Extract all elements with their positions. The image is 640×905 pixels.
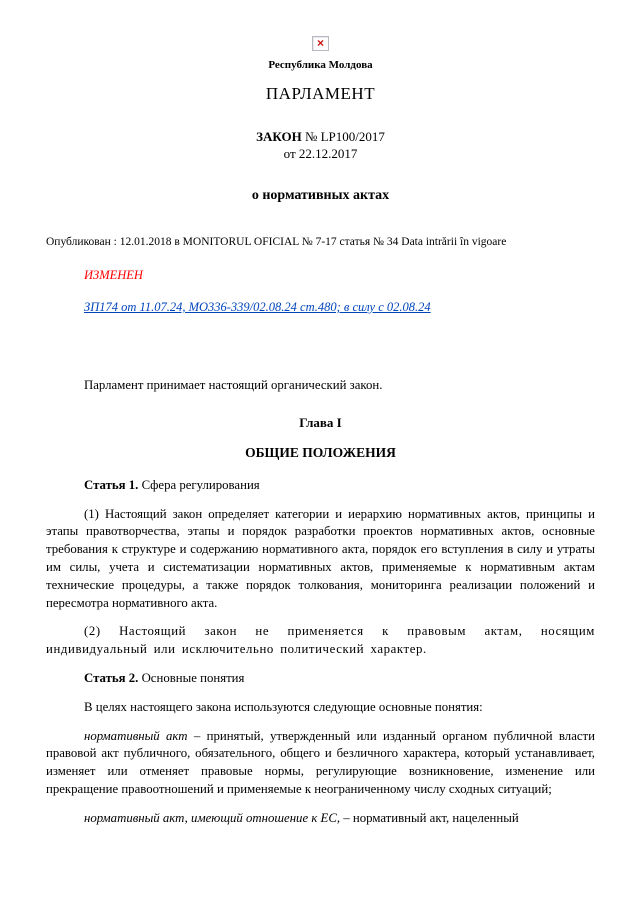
chapter-number: Глава I xyxy=(299,414,342,430)
amendments-block xyxy=(84,268,595,315)
document-title: о нормативных актах xyxy=(251,188,390,203)
definition-normative-act xyxy=(46,728,595,799)
definition-eu-related-act xyxy=(46,810,595,828)
paragraph-2: (2) Настоящий закон не применяется к правовым актам, носящим индивидуальный или исключительно политический характер. xyxy=(46,624,595,657)
institution-title: ПАРЛАМЕНТ xyxy=(265,84,376,103)
article-1-heading xyxy=(46,477,595,495)
article-2-heading xyxy=(46,670,595,688)
law-number-line xyxy=(46,128,595,145)
intro-paragraph: Парламент принимает настоящий органический закон. xyxy=(84,378,383,392)
chapter-title: ОБЩИЕ ПОЛОЖЕНИЯ xyxy=(245,444,396,460)
term-1: нормативный акт xyxy=(84,728,188,743)
term-2-definition: – нормативный акт, нацеленный xyxy=(340,810,519,825)
red-x-glyph: × xyxy=(316,35,324,50)
broken-image-icon xyxy=(312,36,329,51)
published-line: Опубликован : 12.01.2018 в MONITORUL OFICIAL № 7-17 статья № 34 Data intrării în vigoare xyxy=(46,236,507,248)
amended-label: ИЗМЕНЕН xyxy=(84,268,143,282)
article-2-title: Основные понятия xyxy=(141,670,245,685)
article-1-label: Статья 1. xyxy=(84,477,139,492)
law-date-line: от 22.12.2017 xyxy=(283,146,358,161)
term-2: нормативный акт, имеющий отношение к ЕС, xyxy=(84,810,341,825)
amendment-link-line xyxy=(84,300,595,315)
paragraph-1: (1) Настоящий закон определяет категории и иерархию нормативных актов, принципы и этапы правотворчества, этапы и порядок разработки проектов нормативных актов, основные требования к структуре и содержанию нормативного акта, порядок его вступления в силу и утраты им силы, учета и систематизации нормативных актов, применяемые к нормативным актам технические процедуры, а также порядок толкования, мониторинга реализации положений и пересмотра нормативного акта. xyxy=(46,506,595,610)
law-label: ЗАКОН xyxy=(256,129,302,144)
term-1-definition: – принятый, утвержденный или изданный органом публичной власти правовой акт публичного, обязательного, общего и безличного характера, который устанавливает, изменяет или отменяет правовые нормы, регулирующие возникновение, изменение или прекращение правоотношений и применяемые к неограниченному числу сходных ситуаций; xyxy=(46,728,595,796)
law-number: № LP100/2017 xyxy=(304,129,385,144)
amendment-link[interactable]: ЗП174 от 11.07.24, MO336-339/02.08.24 ст.480; в силу с 02.08.24 xyxy=(84,300,431,314)
article-1-title: Сфера регулирования xyxy=(141,477,260,492)
country-title: Республика Молдова xyxy=(268,59,373,71)
article-2-label: Статья 2. xyxy=(84,670,139,685)
broken-image-row xyxy=(46,34,595,52)
paragraph-definitions-intro: В целях настоящего закона используются следующие основные понятия: xyxy=(84,699,483,714)
